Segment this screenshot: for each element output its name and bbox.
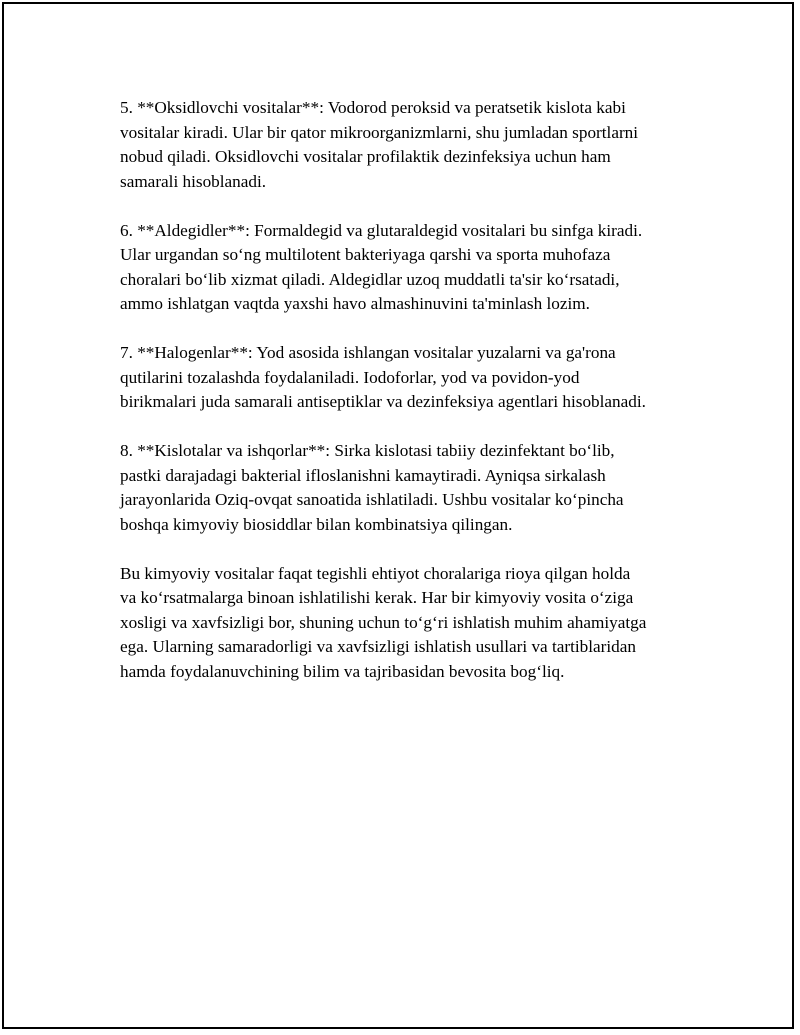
paragraph-conclusion: Bu kimyoviy vositalar faqat tegishli ehtiyot choralariga rioya qilgan holda va ko‘rsatmalarga binoan ishlatilishi kerak. Har bir kimyoviy vosita o‘ziga xosligi va xavfsizligi bor, shuning uchun to‘g‘ri ishlatish muhim ahamiyatga ega. Ularning samaradorligi va xavfsizligi ishlatish usullari va tartiblaridan hamda foydalanuvchining bilim va tajribasidan bevosita bog‘liq. xyxy=(120,563,647,681)
document-body xyxy=(120,96,700,709)
document-page xyxy=(2,2,794,1029)
paragraph-acids-and-alkalis: 8. **Kislotalar va ishqorlar**: Sirka kislotasi tabiiy dezinfektant bo‘lib, pastki darajadagi bakterial ifloslanishni kamaytiradi. Ayniqsa sirkalash jarayonlarida Oziq-ovqat sanoatida ishlatiladi. Ushbu vositalar ko‘pincha boshqa kimyoviy biosiddlar bilan kombinatsiya qilingan. xyxy=(120,441,624,534)
paragraph-oxidizing-agents: 5. **Oksidlovchi vositalar**: Vodorod peroksid va peratsetik kislota kabi vositalar kiradi. Ular bir qator mikroorganizmlarni, shu jumladan sportlarni nobud qiladi. Oksidlovchi vositalar profilaktik dezinfeksiya uchun ham samarali hisoblanadi. xyxy=(120,98,639,191)
paragraph-aldehydes: 6. **Aldegidler**: Formaldegid va glutaraldegid vositalari bu sinfga kiradi. Ular urgandan so‘ng multilotent bakteriyaga qarshi va sporta muhofaza choralari bo‘lib xizmat qiladi. Aldegidlar uzoq muddatli ta'sir ko‘rsatadi, ammo ishlatgan vaqtda yaxshi havo almashinuvini ta'minlash lozim. xyxy=(120,220,643,313)
paragraph-halogens: 7. **Halogenlar**: Yod asosida ishlangan vositalar yuzalarni va ga'rona qutilarini tozalashda foydalaniladi. Iodoforlar, yod va povidon-yod birikmalari juda samarali antiseptiklar va dezinfeksiya agentlari hisoblanadi. xyxy=(120,343,646,411)
